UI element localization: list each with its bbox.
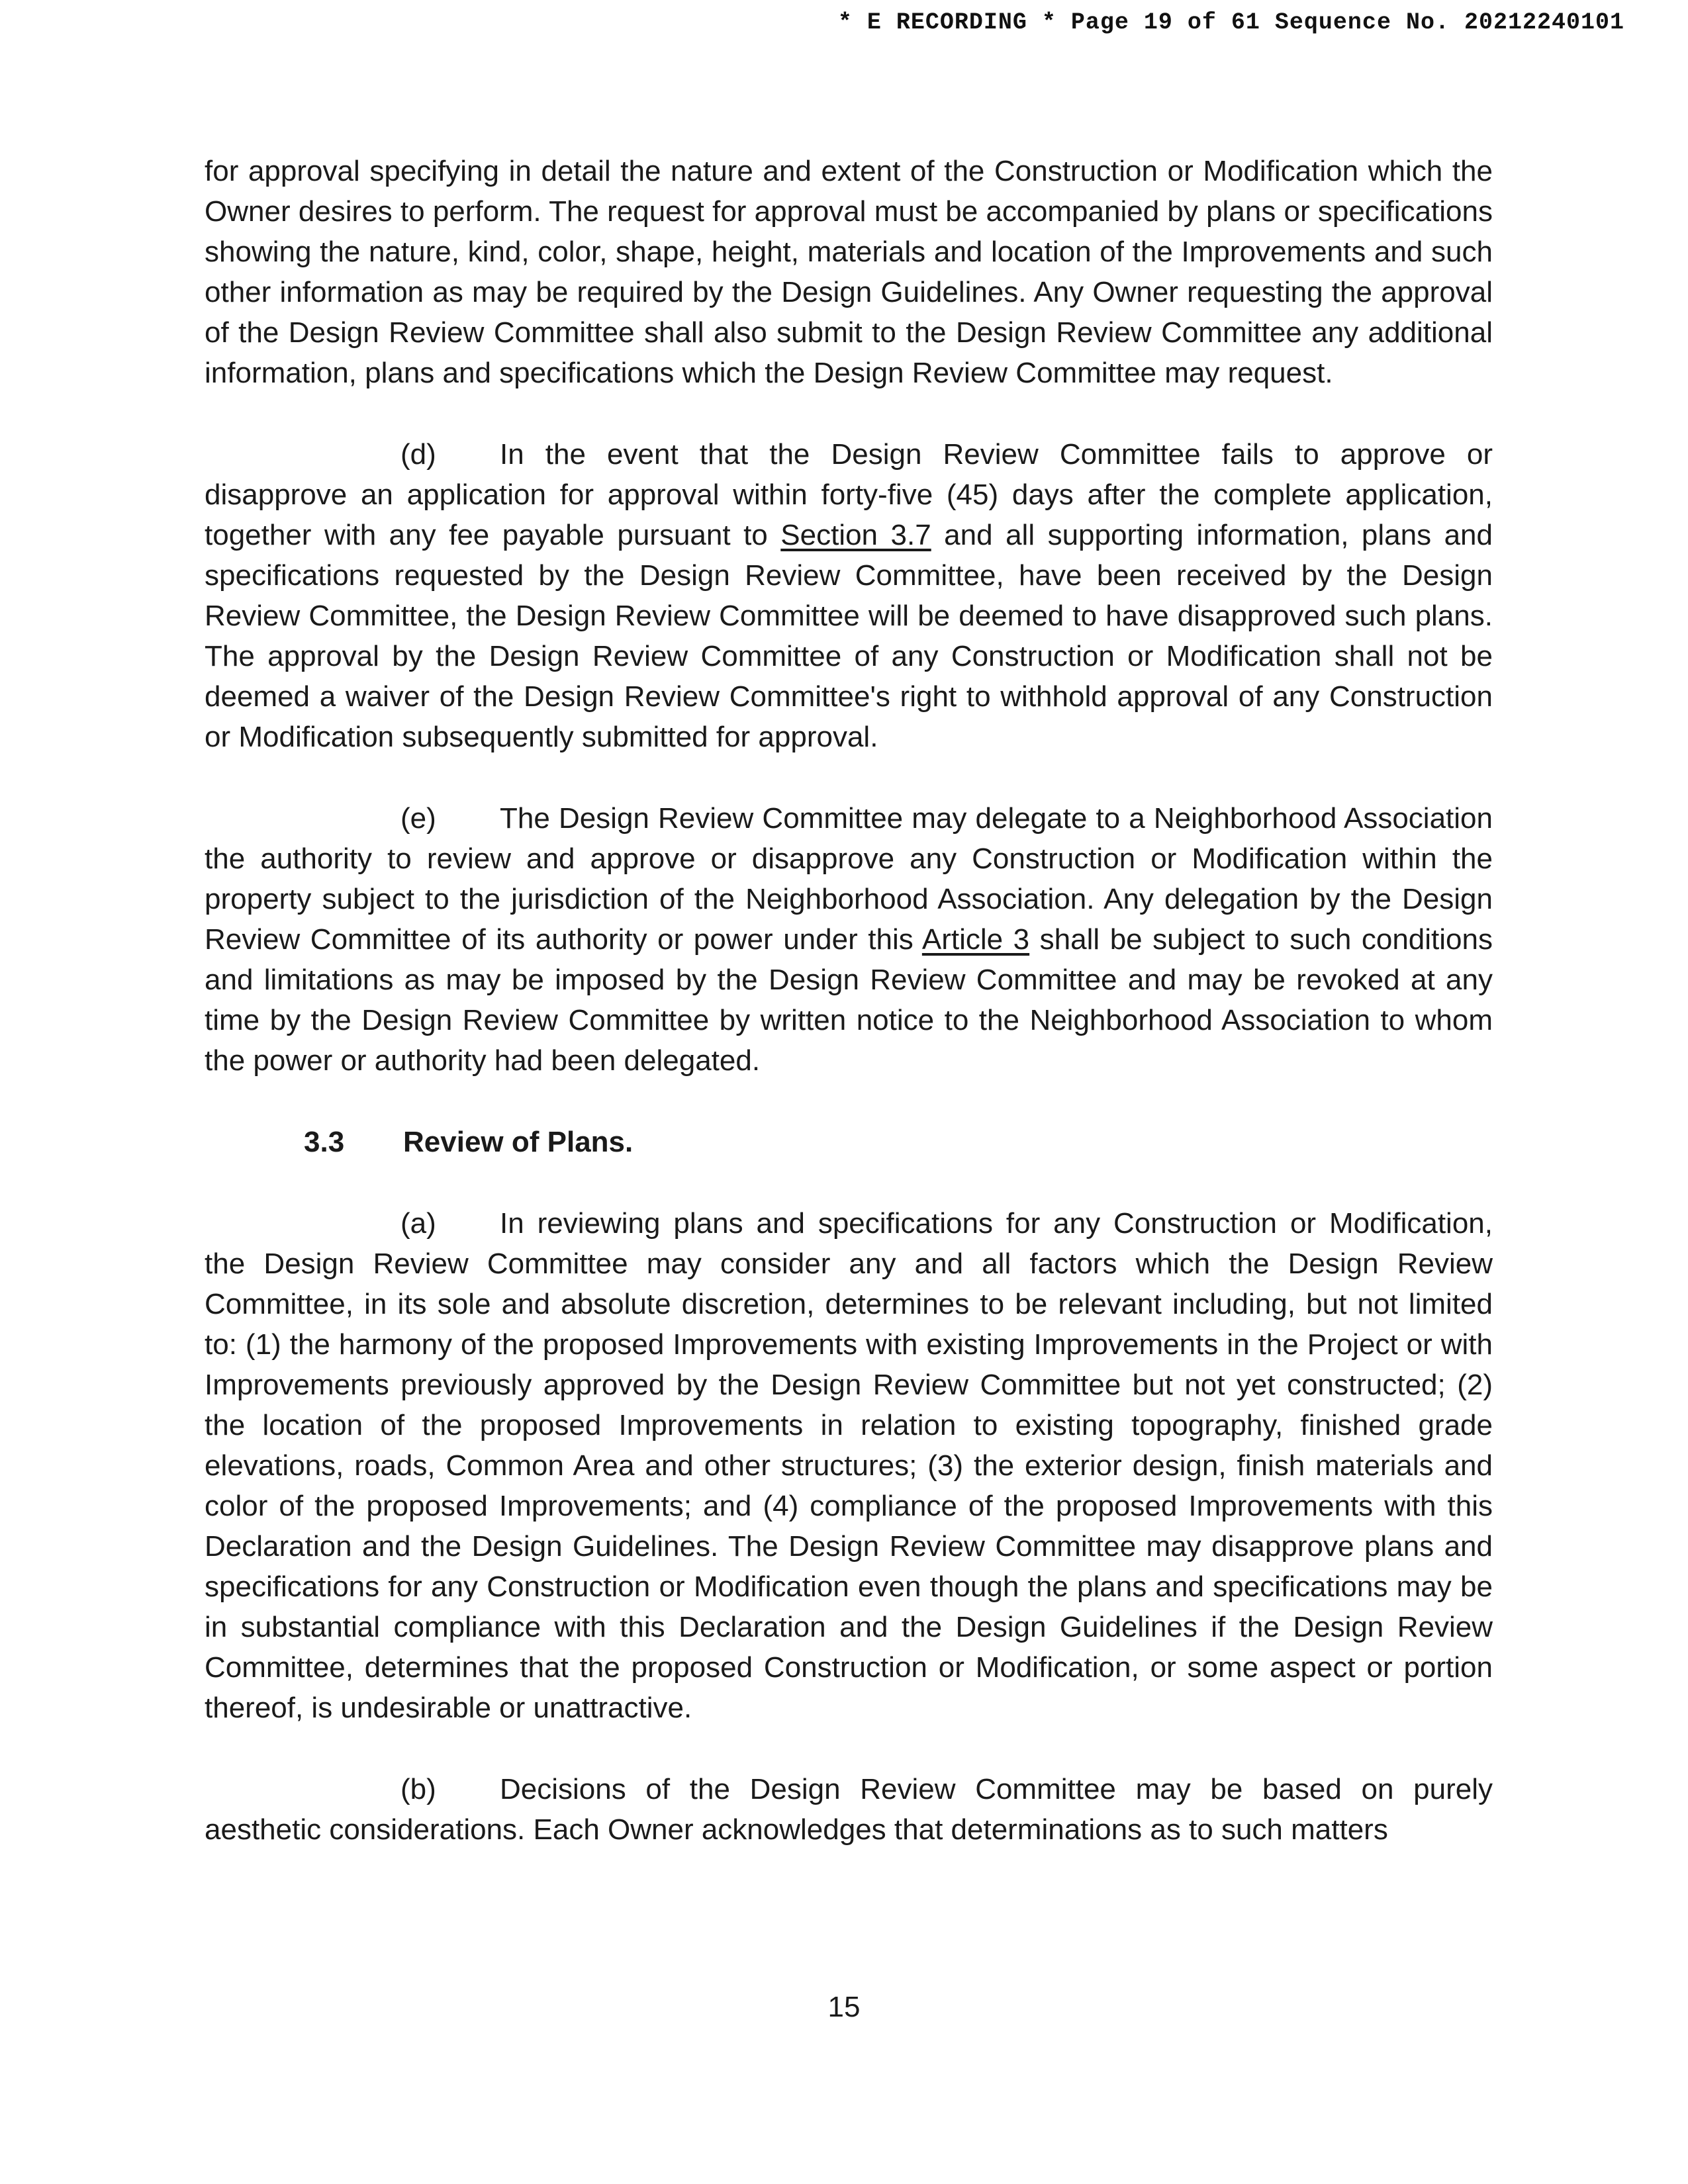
section-3-7-reference: Section 3.7 xyxy=(780,519,931,551)
recording-header: * E RECORDING * Page 19 of 61 Sequence No. 20212240101 xyxy=(837,9,1624,36)
page-number: 15 xyxy=(827,1991,861,2023)
paragraph-e-text-after: shall be subject to such conditions and limitations as may be imposed by the Design Review Committee and may be revoked at any time by the Design Review Committee by written notice to the Neighborhood Association to whom the power or authority had been delegated. xyxy=(205,923,1493,1077)
paragraph-d-text-before: In the event that the Design Review Committee fails to approve or disapprove an application for approval within forty-five (45) days after the complete application, together with any fee payable pursuant to xyxy=(205,438,1493,551)
paragraph-b-text: Decisions of the Design Review Committee may be based on purely aesthetic considerations. Each Owner acknowledges that determinations as to such matters xyxy=(205,1773,1493,1846)
paragraph-d-marker: (d) xyxy=(400,438,436,471)
paragraph-b-marker: (b) xyxy=(400,1773,436,1805)
paragraph-d xyxy=(205,434,1493,757)
paragraph-e-text-before: The Design Review Committee may delegate to a Neighborhood Association the authority to review and approve or disapprove any Construction or Modification within the property subject to the jurisdiction of the Neighborhood Association. Any delegation by the Design Review Committee of its authority or power under this xyxy=(205,802,1493,956)
paragraph-a xyxy=(205,1203,1493,1728)
paragraph-a-marker: (a) xyxy=(400,1207,436,1240)
paragraph-e-marker: (e) xyxy=(400,802,436,835)
paragraph-d-text-after: and all supporting information, plans and specifications requested by the Design Review Committee, have been received by the Design Review Committee, the Design Review Committee will be deemed to have disapproved such plans. The approval by the Design Review Committee of any Construction or Modification shall not be deemed a waiver of the Design Review Committee's right to withhold approval of any Construction or Modification subsequently submitted for approval. xyxy=(205,519,1493,753)
paragraph-e xyxy=(205,798,1493,1081)
section-title: Review of Plans. xyxy=(403,1126,633,1158)
paragraph-a-text: In reviewing plans and specifications for any Construction or Modification, the Design Review Committee may consider any and all factors which the Design Review Committee, in its sole and absolute discretion, determines to be relevant including, but not limited to: (1) the harmony of the proposed Improvements with existing Improvements in the Project or with Improvements previously approved by the Design Review Committee but not yet constructed; (2) the location of the proposed Improvements in relation to existing topography, finished grade elevations, roads, Common Area and other structures; (3) the exterior design, finish materials and color of the proposed Improvements; and (4) compliance of the proposed Improvements with this Declaration and the Design Guidelines. The Design Review Committee may disapprove plans and specifications for any Construction or Modification even though the plans and specifications may be in substantial compliance with this Declaration and the Design Guidelines if the Design Review Committee, determines that the proposed Construction or Modification, or some aspect or portion thereof, is undesirable or unattractive. xyxy=(205,1207,1493,1724)
article-3-reference: Article 3 xyxy=(921,923,1030,956)
section-heading xyxy=(304,1122,1493,1162)
paragraph-intro: for approval specifying in detail the nature and extent of the Construction or Modification which the Owner desires to perform. The request for approval must be accompanied by plans or specifications showing the nature, kind, color, shape, height, materials and location of the Improvements and such other information as may be required by the Design Guidelines. Any Owner requesting the approval of the Design Review Committee shall also submit to the Design Review Committee any additional information, plans and specifications which the Design Review Committee may request. xyxy=(205,155,1493,389)
section-number: 3.3 xyxy=(304,1126,345,1158)
paragraph-b xyxy=(205,1769,1493,1850)
document-body xyxy=(205,151,1493,1891)
